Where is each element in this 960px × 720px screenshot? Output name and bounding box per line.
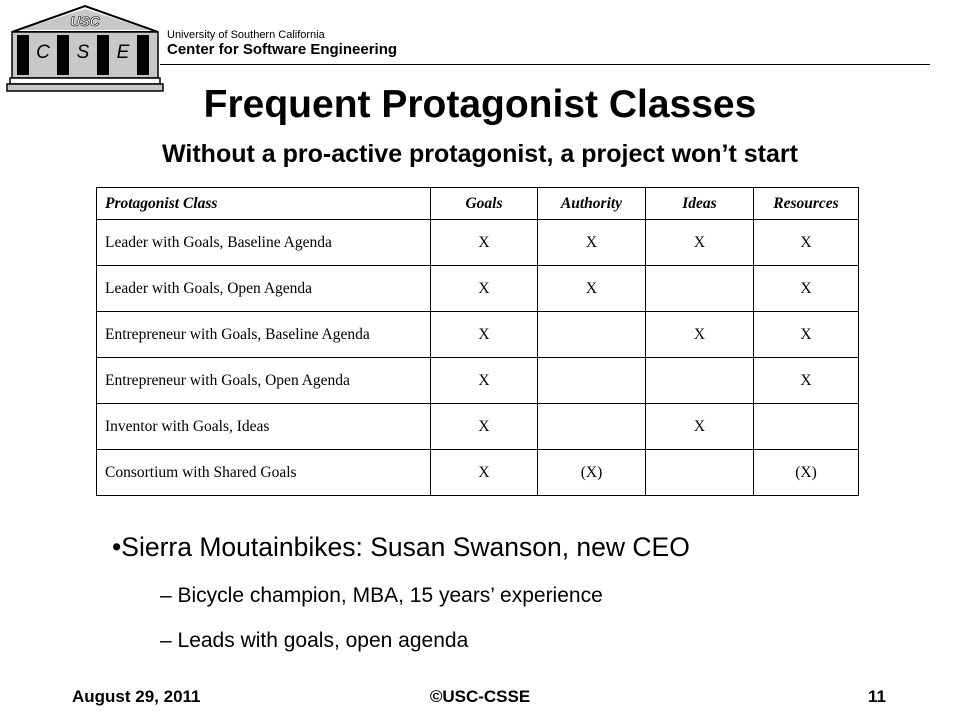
university-name: University of Southern California — [167, 29, 325, 41]
protagonist-class-table — [96, 187, 859, 496]
ideas-cell: X — [646, 220, 754, 266]
resources-cell — [754, 404, 859, 450]
ideas-cell: X — [646, 404, 754, 450]
table-row — [97, 404, 859, 450]
goals-cell: X — [431, 220, 538, 266]
slide-subtitle: Without a pro-active protagonist, a project won’t start — [162, 140, 798, 168]
ideas-cell: X — [646, 312, 754, 358]
class-name-cell: Consortium with Shared Goals — [97, 450, 431, 496]
class-name-cell: Leader with Goals, Baseline Agenda — [97, 220, 431, 266]
authority-cell: X — [538, 266, 646, 312]
footer-date: August 29, 2011 — [72, 687, 201, 706]
table-row — [97, 450, 859, 496]
header-ideas: Ideas — [646, 188, 754, 220]
bullet-main: •Sierra Moutainbikes: Susan Swanson, new CEO — [112, 532, 690, 562]
logo-letter-e: E — [116, 42, 130, 63]
authority-cell — [538, 404, 646, 450]
authority-cell: (X) — [538, 450, 646, 496]
goals-cell: X — [431, 266, 538, 312]
footer-copyright: ©USC-CSSE — [429, 687, 531, 706]
logo-usc-text: USC — [70, 13, 100, 29]
header-divider — [160, 64, 930, 65]
ideas-cell — [646, 358, 754, 404]
table-row — [97, 220, 859, 266]
resources-cell: X — [754, 358, 859, 404]
resources-cell: (X) — [754, 450, 859, 496]
authority-cell — [538, 358, 646, 404]
table-header-row — [97, 188, 859, 220]
header-protagonist-class: Protagonist Class — [97, 188, 431, 220]
sub-bullet: – Bicycle champion, MBA, 15 years’ experience — [160, 584, 603, 607]
class-name-cell: Leader with Goals, Open Agenda — [97, 266, 431, 312]
table-row — [97, 266, 859, 312]
logo-letter-c: C — [36, 42, 50, 63]
resources-cell: X — [754, 220, 859, 266]
table-row — [97, 312, 859, 358]
class-name-cell: Entrepreneur with Goals, Open Agenda — [97, 358, 431, 404]
authority-cell — [538, 312, 646, 358]
goals-cell: X — [431, 312, 538, 358]
center-name: Center for Software Engineering — [167, 41, 398, 58]
resources-cell: X — [754, 312, 859, 358]
sub-bullet: – Leads with goals, open agenda — [160, 629, 469, 652]
header-authority: Authority — [538, 188, 646, 220]
page-number: 11 — [868, 687, 886, 706]
ideas-cell — [646, 450, 754, 496]
class-name-cell: Entrepreneur with Goals, Baseline Agenda — [97, 312, 431, 358]
header-resources: Resources — [754, 188, 859, 220]
ideas-cell — [646, 266, 754, 312]
authority-cell: X — [538, 220, 646, 266]
resources-cell: X — [754, 266, 859, 312]
slide-title: Frequent Protagonist Classes — [203, 83, 757, 126]
goals-cell: X — [431, 404, 538, 450]
header-goals: Goals — [431, 188, 538, 220]
goals-cell: X — [431, 358, 538, 404]
table-row — [97, 358, 859, 404]
goals-cell: X — [431, 450, 538, 496]
logo-letter-s: S — [76, 42, 90, 63]
class-name-cell: Inventor with Goals, Ideas — [97, 404, 431, 450]
